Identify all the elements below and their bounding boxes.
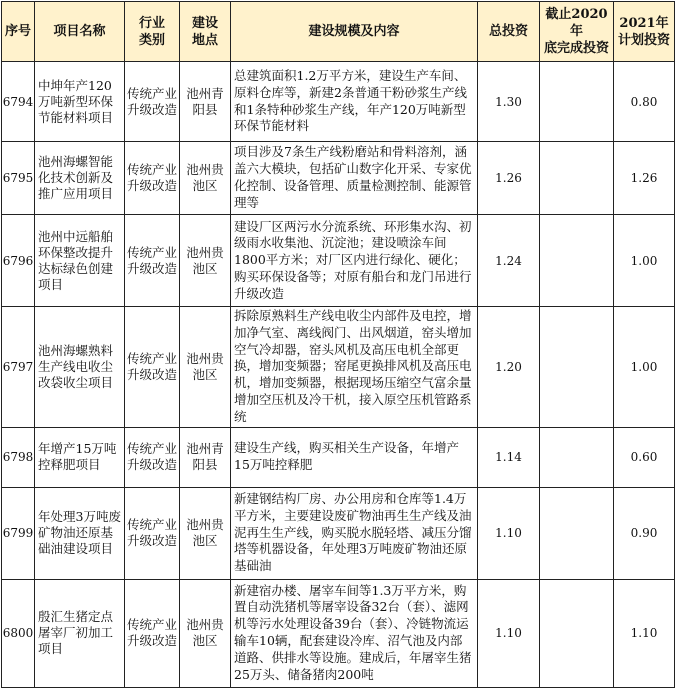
cell-no: 6796	[2, 215, 35, 307]
cell-location: 池州青阳县	[180, 427, 231, 487]
header-total: 总投资	[478, 2, 540, 62]
cell-no: 6797	[2, 307, 35, 428]
cell-total: 1.14	[478, 427, 540, 487]
cell-plan: 0.60	[614, 427, 675, 487]
cell-category: 传统产业升级改造	[125, 487, 180, 579]
cell-name: 池州海螺熟料生产线电收尘改袋收尘项目	[35, 307, 125, 428]
cell-content: 新建宿办楼、屠宰车间等1.3万平方米，购置自动洗猪机等屠宰设备32台（套）、滤网机等污水处理设备39台（套）、冷链物流运输车10辆，配套建设冷库、沼气池及内部道路、供排水等设施。建成后，年屠宰生猪25万头、储备猪肉200吨	[231, 579, 478, 687]
cell-plan: 1.10	[614, 579, 675, 687]
cell-total: 1.20	[478, 307, 540, 428]
header-category: 行业 类别	[125, 2, 180, 62]
cell-completed	[540, 307, 614, 428]
cell-location: 池州贵池区	[180, 142, 231, 215]
table-row	[2, 215, 675, 307]
cell-location: 池州贵池区	[180, 215, 231, 307]
header-no: 序号	[2, 2, 35, 62]
table-row	[2, 487, 675, 579]
cell-content: 项目涉及7条生产线粉磨站和骨料溶剂，涵盖六大模块，包括矿山数字化开采、专家优化控制、设备管理、质量检测控制、能源管理等	[231, 142, 478, 215]
cell-plan: 1.00	[614, 215, 675, 307]
cell-location: 池州贵池区	[180, 307, 231, 428]
cell-plan: 0.80	[614, 62, 675, 142]
header-name: 项目名称	[35, 2, 125, 62]
cell-total: 1.24	[478, 215, 540, 307]
table-row	[2, 62, 675, 142]
cell-name: 中坤年产120万吨新型环保节能材料项目	[35, 62, 125, 142]
cell-total: 1.10	[478, 487, 540, 579]
cell-content: 拆除原熟料生产线电收尘内部件及电控，增加净气室、离线阀门、出风烟道，窑头增加空气冷却器，窑头风机及高压电机全部更换，增加变频器；窑尾更换排风机及高压电机，增加变频器，根据现场压缩空气富余量增加空压机及冷干机，接入原空压机管路系统	[231, 307, 478, 428]
cell-completed	[540, 62, 614, 142]
cell-completed	[540, 427, 614, 487]
cell-plan: 1.00	[614, 307, 675, 428]
cell-completed	[540, 487, 614, 579]
project-table	[1, 1, 675, 688]
cell-completed	[540, 215, 614, 307]
cell-category: 传统产业升级改造	[125, 215, 180, 307]
header-content: 建设规模及内容	[231, 2, 478, 62]
cell-plan: 0.90	[614, 487, 675, 579]
table-row	[2, 579, 675, 687]
cell-no: 6799	[2, 487, 35, 579]
cell-location: 池州贵池区	[180, 487, 231, 579]
cell-completed	[540, 142, 614, 215]
cell-no: 6794	[2, 62, 35, 142]
cell-no: 6800	[2, 579, 35, 687]
cell-category: 传统产业升级改造	[125, 142, 180, 215]
cell-name: 年增产15万吨控释肥项目	[35, 427, 125, 487]
header-row	[2, 2, 675, 62]
cell-content: 总建筑面积1.2万平方米，建设生产车间、原料仓库等，新建2条普通干粉砂浆生产线和1条特种砂浆生产线，年产120万吨新型环保节能材料	[231, 62, 478, 142]
cell-category: 传统产业升级改造	[125, 307, 180, 428]
cell-location: 池州青阳县	[180, 62, 231, 142]
header-location: 建设 地点	[180, 2, 231, 62]
header-plan: 2021年 计划投资	[614, 2, 675, 62]
table-row	[2, 427, 675, 487]
cell-category: 传统产业升级改造	[125, 427, 180, 487]
cell-name: 池州海螺智能化技术创新及推广应用项目	[35, 142, 125, 215]
cell-name: 年处理3万吨废矿物油还原基础油建设项目	[35, 487, 125, 579]
header-completed: 截止2020年 底完成投资	[540, 2, 614, 62]
table-row	[2, 142, 675, 215]
cell-total: 1.30	[478, 62, 540, 142]
cell-location: 池州贵池区	[180, 579, 231, 687]
cell-content: 建设生产线，购买相关生产设备，年增产15万吨控释肥	[231, 427, 478, 487]
cell-total: 1.10	[478, 579, 540, 687]
table-row	[2, 307, 675, 428]
cell-content: 新建钢结构厂房、办公用房和仓库等1.4万平方米，主要建设废矿物油再生生产线及油泥再生生产线，购买脱水脱轻塔、减压分馏塔等机器设备，年处理3万吨废矿物油还原基础油	[231, 487, 478, 579]
cell-category: 传统产业升级改造	[125, 62, 180, 142]
cell-no: 6795	[2, 142, 35, 215]
cell-plan: 1.26	[614, 142, 675, 215]
cell-completed	[540, 579, 614, 687]
cell-name: 殷汇生猪定点屠宰厂初加工项目	[35, 579, 125, 687]
cell-name: 池州中远船舶环保整改提升达标绿色创建项目	[35, 215, 125, 307]
cell-content: 建设厂区两污水分流系统、环形集水沟、初级雨水收集池、沉淀池；建设喷涂车间1800平方米；对厂区内进行绿化、硬化；购买环保设备等；对原有船台和龙门吊进行升级改造	[231, 215, 478, 307]
cell-category: 传统产业升级改造	[125, 579, 180, 687]
cell-no: 6798	[2, 427, 35, 487]
cell-total: 1.26	[478, 142, 540, 215]
